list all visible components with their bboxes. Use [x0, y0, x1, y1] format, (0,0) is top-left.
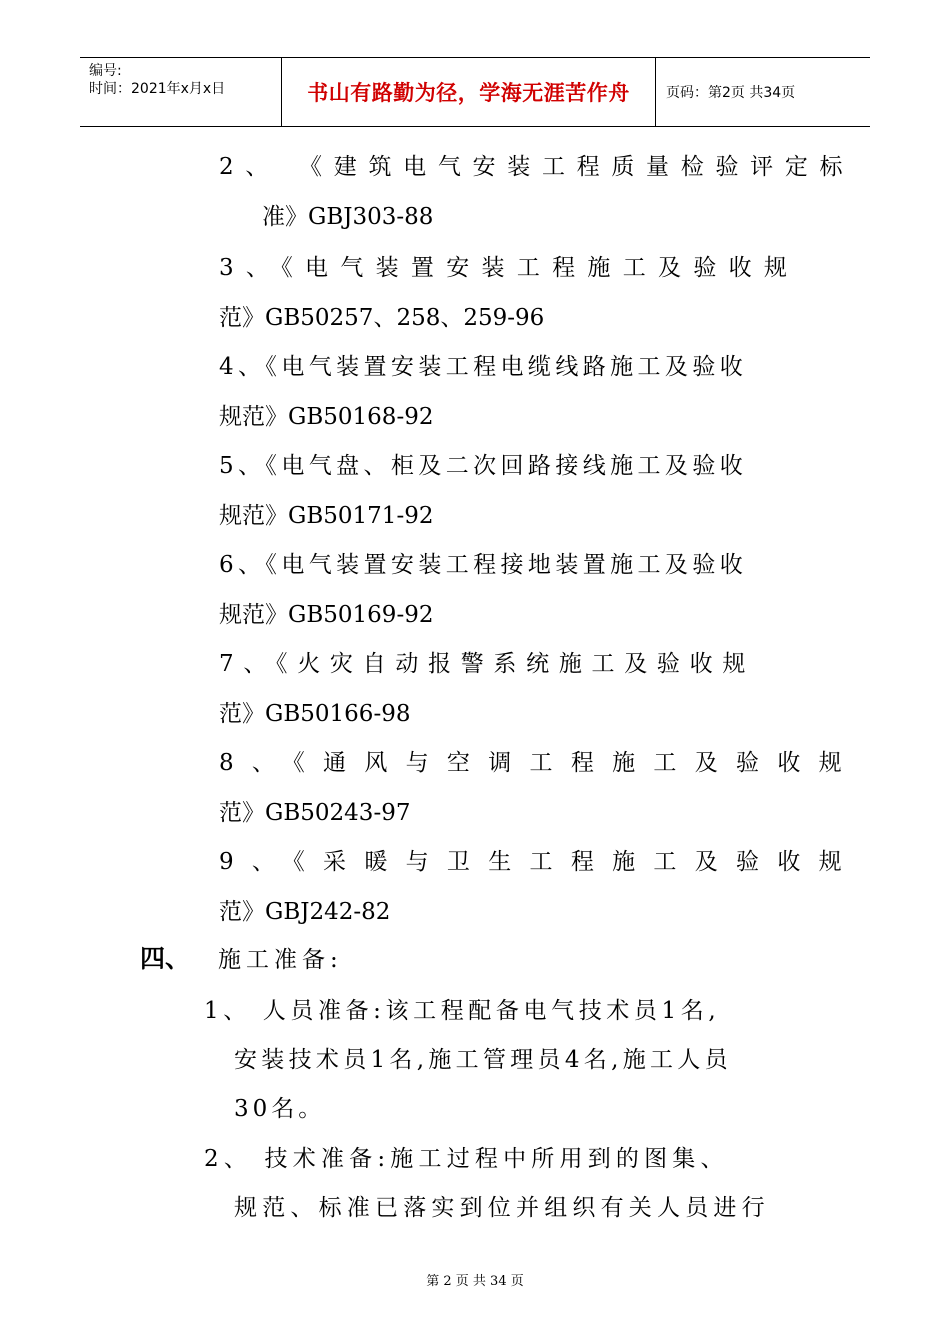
standard-item-9-line2: 范》GBJ242-82: [219, 899, 391, 925]
section-number: 四、: [140, 944, 191, 973]
standard-item-6-line1: 6、《电气装置安装工程接地装置施工及验收: [219, 552, 748, 578]
doc-number-label: 编号:: [89, 63, 122, 79]
standard-item-6-line2: 规范》GB50169-92: [219, 602, 434, 628]
standard-item-7-line1: 7、《火灾自动报警系统施工及验收规: [219, 651, 756, 677]
standard-item-9-line1: 9、《采暖与卫生工程施工及验收规: [219, 849, 860, 875]
standard-item-3-line1: 3、《电气装置安装工程施工及验收规: [219, 255, 800, 281]
standard-item-2-line2: 准》GBJ303-88: [262, 204, 434, 230]
standard-item-7-line2: 范》GB50166-98: [219, 701, 411, 727]
standard-item-4-line2: 规范》GB50168-92: [219, 404, 434, 430]
standard-item-2-line1: 2、 《建筑电气安装工程质量检验评定标: [219, 154, 855, 180]
standard-item-5-line2: 规范》GB50171-92: [219, 503, 434, 529]
prep-personnel-line2: 安装技术员1名,施工管理员4名,施工人员: [234, 1047, 732, 1073]
page-header: [80, 57, 870, 127]
prep-technical-line2: 规范、标准已落实到位并组织有关人员进行: [234, 1195, 770, 1221]
doc-time-label: 时间：2021年x月x日: [89, 81, 226, 97]
header-page-info: 页码：第2页 共34页: [666, 85, 796, 101]
header-meta: [80, 58, 282, 126]
standard-item-3-line2: 范》GB50257、258、259-96: [219, 305, 545, 331]
prep-personnel-line3: 30名。: [234, 1096, 326, 1122]
standard-item-5-line1: 5、《电气盘、柜及二次回路接线施工及验收: [219, 453, 748, 479]
page-footer: 第 2 页 共 34 页: [426, 1274, 524, 1289]
standard-item-8-line2: 范》GB50243-97: [219, 800, 411, 826]
prep-technical-line1: 2、 技术准备:施工过程中所用到的图集、: [204, 1146, 729, 1172]
header-motto: 书山有路勤为径，学海无涯苦作舟: [282, 58, 656, 126]
standard-item-8-line1: 8、《通风与空调工程施工及验收规: [219, 750, 860, 776]
section-title: 施工准备:: [218, 947, 343, 973]
standard-item-4-line1: 4、《电气装置安装工程电缆线路施工及验收: [219, 354, 748, 380]
prep-personnel-line1: 1、 人员准备:该工程配备电气技术员1名,: [204, 998, 721, 1024]
